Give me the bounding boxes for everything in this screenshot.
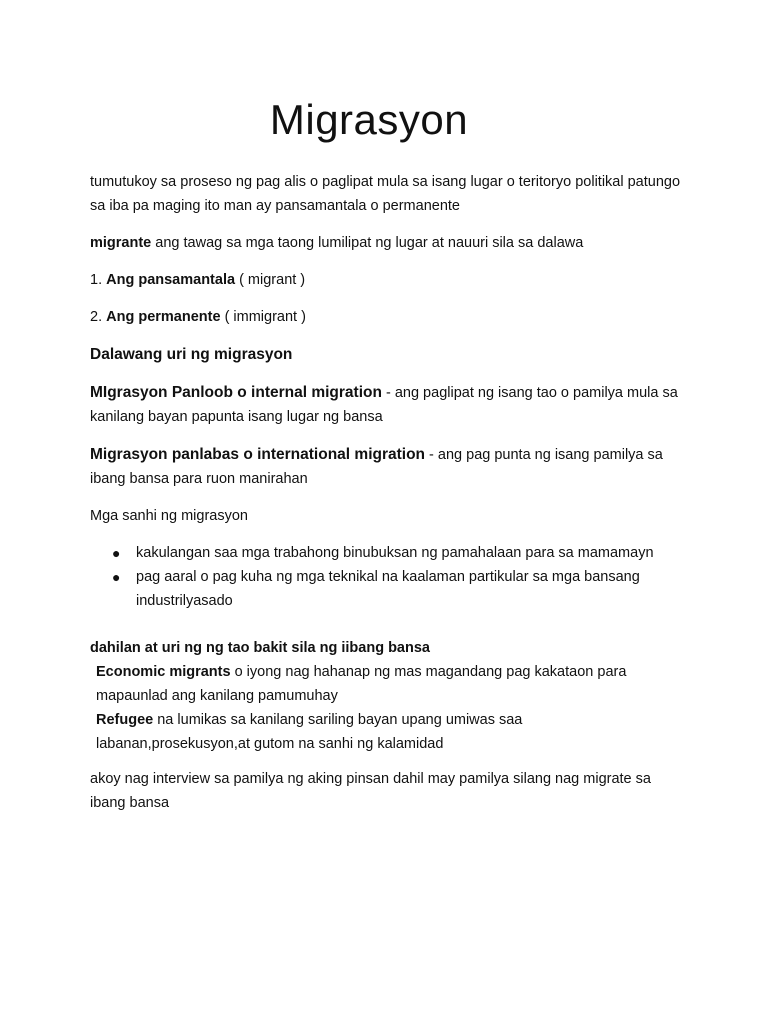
internal-migration-paragraph bbox=[90, 381, 690, 429]
migration-types-heading: Dalawang uri ng migrasyon bbox=[90, 346, 293, 363]
migrante-text: ang tawag sa mga taong lumilipat ng lugar at nauuri sila sa dalawa bbox=[151, 235, 584, 251]
migrante-term: migrante bbox=[90, 235, 152, 251]
type-note: ( migrant ) bbox=[235, 272, 306, 288]
type-note: ( immigrant ) bbox=[220, 309, 306, 325]
migrante-paragraph bbox=[90, 231, 690, 255]
closing-paragraph: akoy nag interview sa pamilya ng aking pinsan dahil may pamilya silang nag migrate sa ibang bansa bbox=[90, 771, 651, 811]
international-migration-text: - ang pag punta ng isang pamilya sa ibang bansa para ruon manirahan bbox=[90, 447, 663, 487]
reasons-heading: dahilan at uri ng ng tao bakit sila ng iibang bansa bbox=[90, 640, 430, 656]
bullet-icon: ● bbox=[112, 545, 121, 561]
causes-list bbox=[90, 541, 690, 613]
bullet-icon: ● bbox=[112, 569, 121, 585]
cause-text: kakulangan saa mga trabahong binubuksan ng pamahalaan para sa mamamayn bbox=[136, 545, 654, 561]
intro-paragraph: tumutukoy sa proseso ng pag alis o paglipat mula sa isang lugar o teritoryo politikal patungo sa iba pa maging ito man ay pansamantala o permanente bbox=[90, 174, 681, 214]
economic-migrants-paragraph bbox=[96, 660, 656, 708]
type-number: 2. bbox=[90, 309, 107, 325]
cause-text: pag aaral o pag kuha ng mga teknikal na kaalaman partikular sa mga bansang industrilyasado bbox=[136, 569, 640, 609]
type-item-1 bbox=[90, 268, 690, 292]
international-migration-term: Migrasyon panlabas o international migration bbox=[90, 446, 426, 463]
type-item-2 bbox=[90, 305, 690, 329]
page-title: Migrasyon bbox=[269, 96, 469, 143]
type-term: Ang permanente bbox=[106, 309, 221, 325]
refugee-term: Refugee bbox=[96, 712, 154, 728]
internal-migration-text: - ang paglipat ng isang tao o pamilya mula sa kanilang bayan papunta isang lugar ng bansa bbox=[90, 385, 678, 425]
international-migration-paragraph bbox=[90, 443, 690, 491]
list-item bbox=[90, 565, 690, 613]
type-number: 1. bbox=[90, 272, 107, 288]
internal-migration-term: MIgrasyon Panloob o internal migration bbox=[90, 384, 382, 401]
causes-heading: Mga sanhi ng migrasyon bbox=[90, 508, 248, 524]
list-item bbox=[90, 541, 690, 565]
type-term: Ang pansamantala bbox=[106, 272, 236, 288]
refugee-text: na lumikas sa kanilang sariling bayan upang umiwas saa labanan,prosekusyon,at gutom na sanhi ng kalamidad bbox=[96, 712, 523, 752]
economic-migrants-term: Economic migrants bbox=[96, 664, 231, 680]
refugee-paragraph bbox=[96, 708, 596, 756]
economic-migrants-text: o iyong nag hahanap ng mas magandang pag kakataon para mapaunlad ang kanilang pamumuhay bbox=[96, 664, 627, 704]
